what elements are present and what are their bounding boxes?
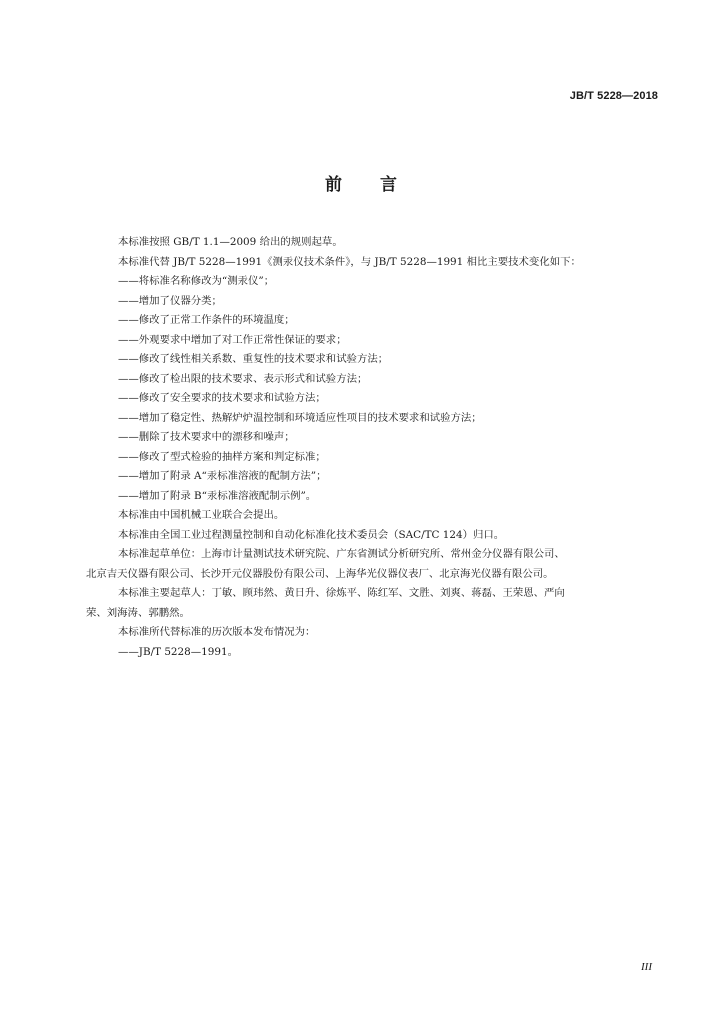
change-item: ——将标准名称修改为“测汞仪”； — [118, 275, 275, 287]
drafting-units-line-2: 北京吉天仪器有限公司、长沙开元仪器股份有限公司、上海华光仪器仪表厂、北京海光仪器有限公司。 — [86, 567, 554, 580]
title-char-1: 前 — [325, 175, 344, 195]
change-item: ——删除了技术要求中的漂移和噪声； — [118, 431, 295, 443]
page-number: III — [641, 961, 652, 973]
paragraph: 本标准按照 GB/T 1.1—2009 给出的规则起草。 — [118, 236, 343, 248]
drafters-line-2: 荣、刘海涛、郭鹏然。 — [86, 606, 190, 619]
change-item: ——修改了检出限的技术要求、表示形式和试验方法； — [118, 372, 368, 385]
change-item: ——增加了仪器分类； — [118, 294, 222, 307]
page-title — [0, 170, 724, 195]
change-item: ——修改了安全要求的技术要求和试验方法； — [118, 392, 326, 404]
history-item: ——JB/T 5228—1991。 — [118, 645, 238, 658]
change-item: ——外观要求中增加了对工作正常性保证的要求； — [118, 333, 347, 346]
change-item: ——增加了稳定性、热解炉炉温控制和环境适应性项目的技术要求和试验方法； — [118, 411, 482, 424]
paragraph: 本标准由全国工业过程测量控制和自动化标准化技术委员会（SAC/TC 124）归口。 — [118, 528, 505, 541]
paragraph: 本标准由中国机械工业联合会提出。 — [118, 509, 285, 521]
change-item: ——修改了正常工作条件的环境温度； — [118, 314, 295, 326]
history-intro: 本标准所代替标准的历次版本发布情况为： — [118, 626, 316, 638]
change-item: ——增加了附录 B“汞标准溶液配制示例”。 — [118, 489, 317, 502]
standard-code: JB/T 5228—2018 — [569, 90, 658, 102]
change-item: ——修改了线性相关系数、重复性的技术要求和试验方法； — [118, 353, 389, 365]
preface-body — [86, 233, 660, 662]
change-item: ——修改了型式检验的抽样方案和判定标准； — [118, 450, 326, 463]
drafters-line-1: 本标准主要起草人：丁敏、顾玮然、黄日升、徐炼平、陈红军、文胜、刘爽、蒋磊、王荣恩、严向 — [118, 587, 565, 599]
title-char-2: 言 — [380, 175, 399, 195]
drafting-units-line-1: 本标准起草单位：上海市计量测试技术研究院、广东省测试分析研究所、常州金分仪器有限公司、 — [118, 548, 565, 560]
paragraph: 本标准代替 JB/T 5228—1991《测汞仪技术条件》，与 JB/T 5228—1991 相比主要技术变化如下： — [118, 255, 581, 268]
change-item: ——增加了附录 A“汞标准溶液的配制方法”； — [118, 470, 327, 482]
